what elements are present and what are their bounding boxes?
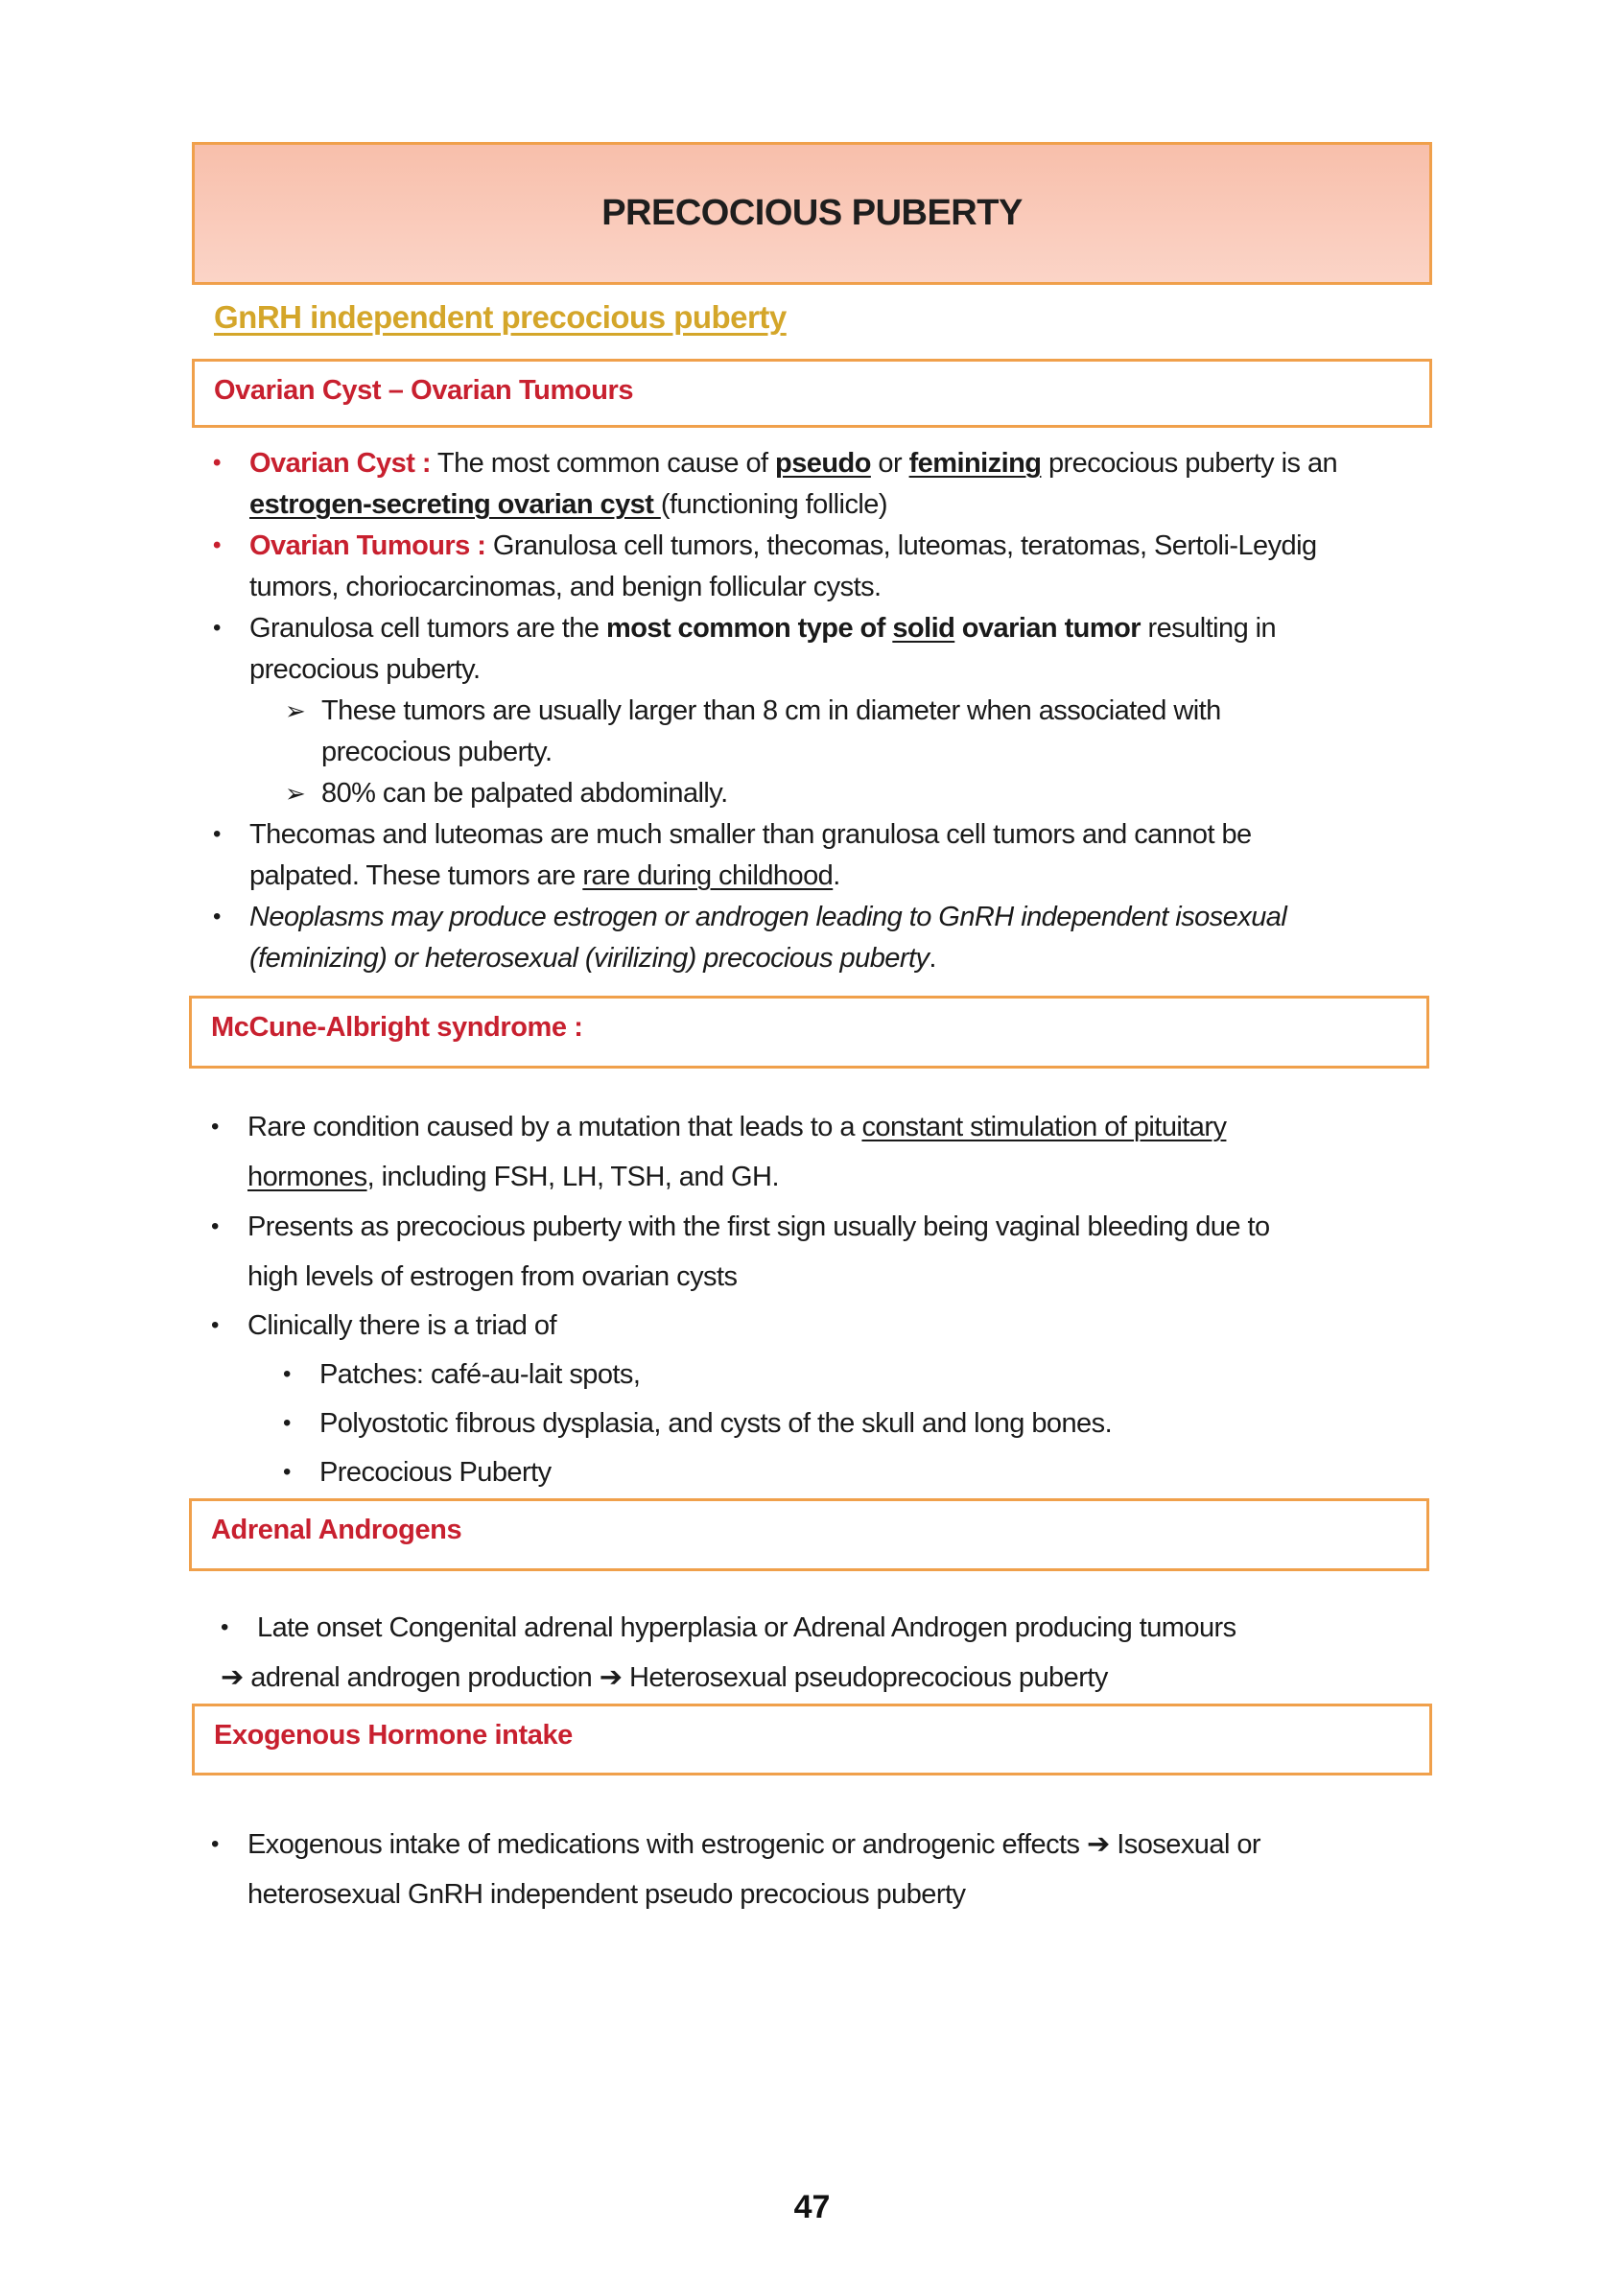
bullet-icon: • — [213, 821, 222, 847]
mccune-heading-box — [189, 996, 1429, 1069]
sub-list-item-continuation: precocious puberty. — [321, 737, 553, 767]
list-item: Thecomas and luteomas are much smaller than granulosa cell tumors and cannot be — [249, 819, 1252, 850]
list-item: Exogenous intake of medications with estrogenic or androgenic effects ➔ Isosexual or — [247, 1829, 1261, 1860]
bullet-icon: • — [213, 450, 222, 476]
arrow-right-icon: ➔ — [1087, 1829, 1110, 1860]
bullet-icon: • — [213, 904, 222, 929]
exogenous-heading: Exogenous Hormone intake — [214, 1720, 573, 1751]
section-subtitle: GnRH independent precocious puberty — [214, 299, 787, 335]
list-item-continuation: heterosexual GnRH independent pseudo precocious puberty — [247, 1879, 966, 1910]
bullet-icon: • — [283, 1459, 292, 1485]
list-item: Ovarian Tumours : Granulosa cell tumors, thecomas, luteomas, teratomas, Sertoli-Leydig — [249, 530, 1317, 561]
list-item-continuation: palpated. These tumors are rare during childhood. — [249, 860, 840, 891]
sub-list-item: 80% can be palpated abdominally. — [321, 778, 728, 809]
sub-list-item: Polyostotic fibrous dysplasia, and cysts of the skull and long bones. — [319, 1408, 1113, 1439]
ovarian-heading: Ovarian Cyst – Ovarian Tumours — [214, 375, 634, 406]
arrowhead-bullet-icon: ➢ — [285, 696, 306, 725]
list-item-continuation: high levels of estrogen from ovarian cysts — [247, 1261, 738, 1292]
page-title: PRECOCIOUS PUBERTY — [601, 193, 1023, 233]
bullet-icon: • — [283, 1361, 292, 1387]
bullet-icon: • — [283, 1410, 292, 1436]
sub-list-item: Precocious Puberty — [319, 1457, 552, 1488]
page-number: 47 — [793, 2189, 831, 2225]
list-item: Ovarian Cyst : The most common cause of pseudo or feminizing precocious puberty is an — [249, 448, 1338, 479]
list-item: Rare condition caused by a mutation that leads to a constant stimulation of pituitary — [247, 1112, 1227, 1142]
adrenal-heading-box — [189, 1498, 1429, 1571]
bullet-icon: • — [211, 1213, 220, 1239]
list-item-continuation: hormones, including FSH, LH, TSH, and GH. — [247, 1162, 779, 1192]
arrowhead-bullet-icon: ➢ — [285, 779, 306, 808]
list-item: Neoplasms may produce estrogen or androgen leading to GnRH independent isosexual — [249, 902, 1287, 932]
list-item-continuation: (feminizing) or heterosexual (virilizing) precocious puberty. — [249, 943, 936, 974]
bullet-icon: • — [213, 615, 222, 641]
title-banner — [192, 142, 1432, 285]
adrenal-heading: Adrenal Androgens — [211, 1515, 462, 1545]
bullet-icon: • — [221, 1614, 229, 1640]
list-item-continuation: precocious puberty. — [249, 654, 481, 685]
sub-list-item: Patches: café-au-lait spots, — [319, 1359, 641, 1390]
arrow-right-icon: ➔ — [599, 1662, 623, 1693]
mccune-heading: McCune-Albright syndrome : — [211, 1012, 583, 1043]
list-item: Clinically there is a triad of — [247, 1310, 556, 1341]
ovarian-heading-box — [192, 359, 1432, 428]
list-item: Granulosa cell tumors are the most common type of solid ovarian tumor resulting in — [249, 613, 1277, 644]
sub-list-item: These tumors are usually larger than 8 cm in diameter when associated with — [321, 695, 1221, 726]
list-item-continuation: estrogen-secreting ovarian cyst (functioning follicle) — [249, 489, 887, 520]
exogenous-heading-box — [192, 1704, 1432, 1775]
bullet-icon: • — [213, 532, 222, 558]
bullet-icon: • — [211, 1312, 220, 1338]
arrow-right-icon: ➔ — [221, 1662, 244, 1693]
list-item: Presents as precocious puberty with the first sign usually being vaginal bleeding due to — [247, 1211, 1270, 1242]
list-item-continuation: tumors, choriocarcinomas, and benign follicular cysts. — [249, 572, 882, 602]
list-item-continuation: ➔ adrenal androgen production ➔ Heterosexual pseudoprecocious puberty — [221, 1662, 1108, 1693]
bullet-icon: • — [211, 1114, 220, 1140]
list-item: Late onset Congenital adrenal hyperplasia or Adrenal Androgen producing tumours — [257, 1612, 1236, 1643]
bullet-icon: • — [211, 1831, 220, 1857]
